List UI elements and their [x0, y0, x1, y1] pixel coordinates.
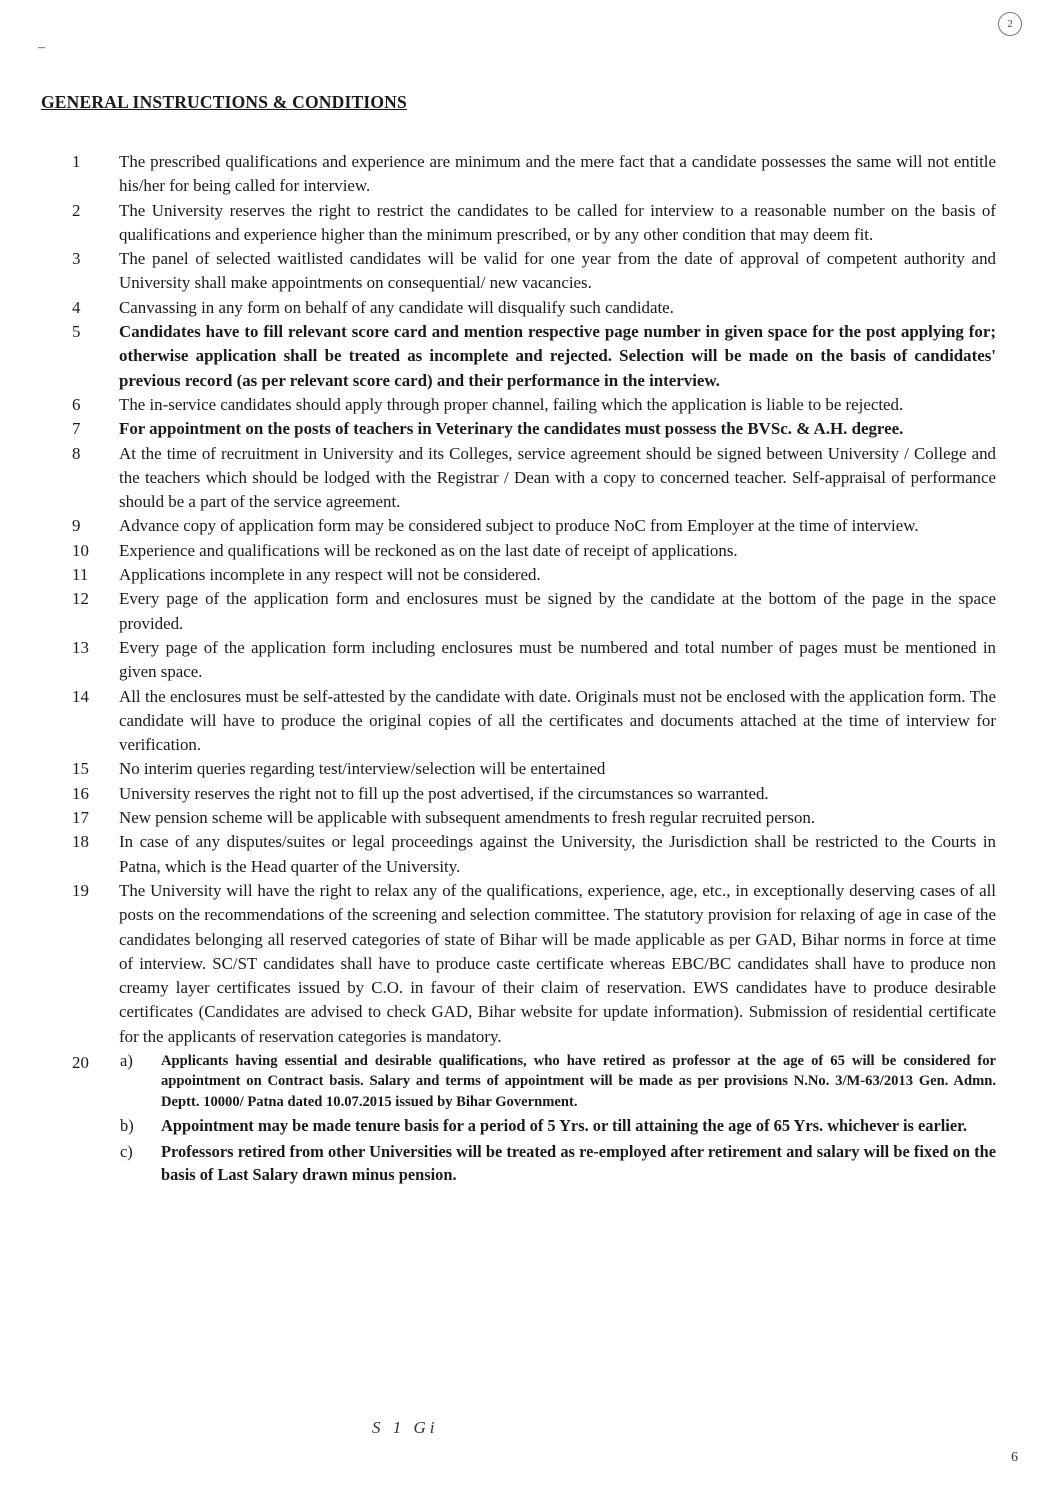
sub-item-text: Appointment may be made tenure basis for a period of 5 Yrs. or till attaining the age of 65 Yrs. whichever is earlier.: [161, 1116, 967, 1136]
item-text: Every page of the application form and enclosures must be signed by the candidate at the bottom of the page in the space provided.: [119, 589, 996, 633]
list-item: [0, 514, 996, 538]
list-item: [0, 247, 996, 296]
item-number: 15: [72, 759, 89, 779]
item-number: 6: [72, 394, 81, 414]
item-number: 20: [72, 1052, 89, 1072]
item-text: Applications incomplete in any respect will not be considered.: [119, 565, 541, 585]
item-number: 14: [72, 686, 89, 706]
item-text: At the time of recruitment in University and its Colleges, service agreement should be signed between University / College and the teachers which should be lodged with the Registrar / Dean with a copy to concerned teacher. Self-appraisal of performance should be a part of the service agreement.: [119, 443, 996, 512]
sub-item: [0, 1051, 996, 1112]
list-item: [0, 199, 996, 248]
list-item: [0, 685, 996, 758]
item-text: Candidates have to fill relevant score card and mention respective page number in given space for the post applying for; otherwise application shall be treated as incomplete and rejected. Selection will be made on the basis of candidates' previous record (as per relevant score card) and their performance in the interview.: [119, 322, 996, 390]
item-number: 7: [72, 419, 81, 439]
item-text: The prescribed qualifications and experience are minimum and the mere fact that a candidate possesses the same will not entitle his/her for being called for interview.: [119, 152, 996, 196]
item-text: Canvassing in any form on behalf of any candidate will disqualify such candidate.: [119, 297, 674, 317]
sub-item: [0, 1114, 996, 1137]
list-item: [0, 442, 996, 515]
page-title: GENERAL INSTRUCTIONS & CONDITIONS: [41, 92, 407, 112]
item-text: Experience and qualifications will be reckoned as on the last date of receipt of applications.: [119, 540, 738, 560]
item-text: The University will have the right to relax any of the qualifications, experience, age, etc., in exceptionally deserving cases of all posts on the recommendations of the screening and selection committee. The statutory provision for relaxing of age in case of the candidates belonging all reserved categories of state of Bihar will be made applicable as per GAD, Bihar norms in force at time of interview. SC/ST candidates shall have to produce caste certificate whereas EBC/BC candidates shall have to produce non creamy layer certificates issued by C.O. in favour of their claim of reservation. EWS candidates have to produce desirable certificates (Candidates are advised to check GAD, Bihar website for update information). Submission of residential certificate for the applicants of reservation categories is mandatory.: [119, 880, 996, 1046]
list-item: [0, 587, 996, 636]
handwritten-initials: S 1 Gi: [372, 1418, 439, 1437]
item-number: 2: [72, 200, 81, 220]
item-20-group: [0, 1051, 1060, 1186]
item-number: 10: [72, 540, 89, 560]
list-item: [0, 296, 996, 320]
item-text: No interim queries regarding test/interview/selection will be entertained: [119, 759, 606, 779]
item-number: 17: [72, 808, 89, 828]
item-number: 12: [72, 589, 89, 609]
item-number: 13: [72, 637, 89, 657]
item-text: The University reserves the right to restrict the candidates to be called for interview to a reasonable number on the basis of qualifications and experience higher than the minimum prescribed, or by any other condition that may deem fit.: [119, 200, 996, 244]
item-text: For appointment on the posts of teachers in Veterinary the candidates must possess the BVSc. & A.H. degree.: [119, 419, 904, 439]
list-item: [0, 782, 996, 806]
item-number: 11: [72, 565, 89, 585]
item-text: All the enclosures must be self-attested by the candidate with date. Originals must not be enclosed with the application form. The candidate will have to produce the original copies of all the certificates and documents attached at the time of interview for verification.: [119, 686, 996, 755]
list-item: [0, 563, 996, 587]
item-text: The in-service candidates should apply through proper channel, failing which the application is liable to be rejected.: [119, 394, 904, 414]
item-number: 8: [72, 443, 81, 463]
list-item: [0, 393, 996, 417]
list-item: [0, 320, 996, 393]
list-item: [0, 636, 996, 685]
item-text: Advance copy of application form may be considered subject to produce NoC from Employer at the time of interview.: [119, 516, 919, 536]
list-item: [0, 150, 996, 199]
sub-item: [0, 1140, 996, 1186]
item-number: 4: [72, 297, 81, 317]
item-number: 9: [72, 516, 81, 536]
sub-item-text: Applicants having essential and desirable qualifications, who have retired as professor at the age of 65 will be considered for appointment on Contract basis. Salary and terms of appointment will be made as per provisions N.No. 3/M-63/2013 Gen. Admn. Deptt. 10000/ Patna dated 10.07.2015 issued by Bihar Government.: [161, 1052, 996, 1110]
list-item: [0, 539, 996, 563]
item-number: 5: [72, 322, 81, 342]
item-text: Every page of the application form including enclosures must be numbered and total number of pages must be mentioned in given space.: [119, 637, 996, 682]
page-number: 6: [1011, 1450, 1018, 1465]
item-text: In case of any disputes/suites or legal proceedings against the University, the Jurisdiction shall be restricted to the Courts in Patna, which is the Head quarter of the University.: [119, 832, 996, 876]
list-item: [0, 417, 996, 441]
item-text: University reserves the right not to fill up the post advertised, if the circumstances so warranted.: [119, 783, 769, 803]
item-number: 18: [72, 832, 89, 852]
list-item: [0, 879, 996, 1049]
item-number: 3: [72, 249, 81, 269]
sub-item-letter: b): [120, 1116, 134, 1136]
instructions-list: [0, 150, 1060, 1186]
item-number: 16: [72, 783, 89, 803]
sub-item-letter: a): [120, 1050, 133, 1070]
item-number: 1: [72, 152, 81, 171]
list-item: [0, 830, 996, 879]
list-item: [0, 806, 996, 830]
corner-page-mark: 2: [998, 12, 1022, 36]
sub-item-letter: c): [120, 1142, 133, 1162]
margin-dash: –: [38, 40, 45, 55]
item-number: 19: [72, 880, 89, 900]
sub-item-text: Professors retired from other Universities will be treated as re-employed after retirement and salary will be fixed on the basis of Last Salary drawn minus pension.: [161, 1142, 996, 1185]
item-text: New pension scheme will be applicable with subsequent amendments to fresh regular recruited person.: [119, 808, 816, 828]
list-item: [0, 757, 996, 781]
item-text: The panel of selected waitlisted candidates will be valid for one year from the date of approval of competent authority and University shall make appointments on consequential/ new vacancies.: [119, 249, 996, 293]
